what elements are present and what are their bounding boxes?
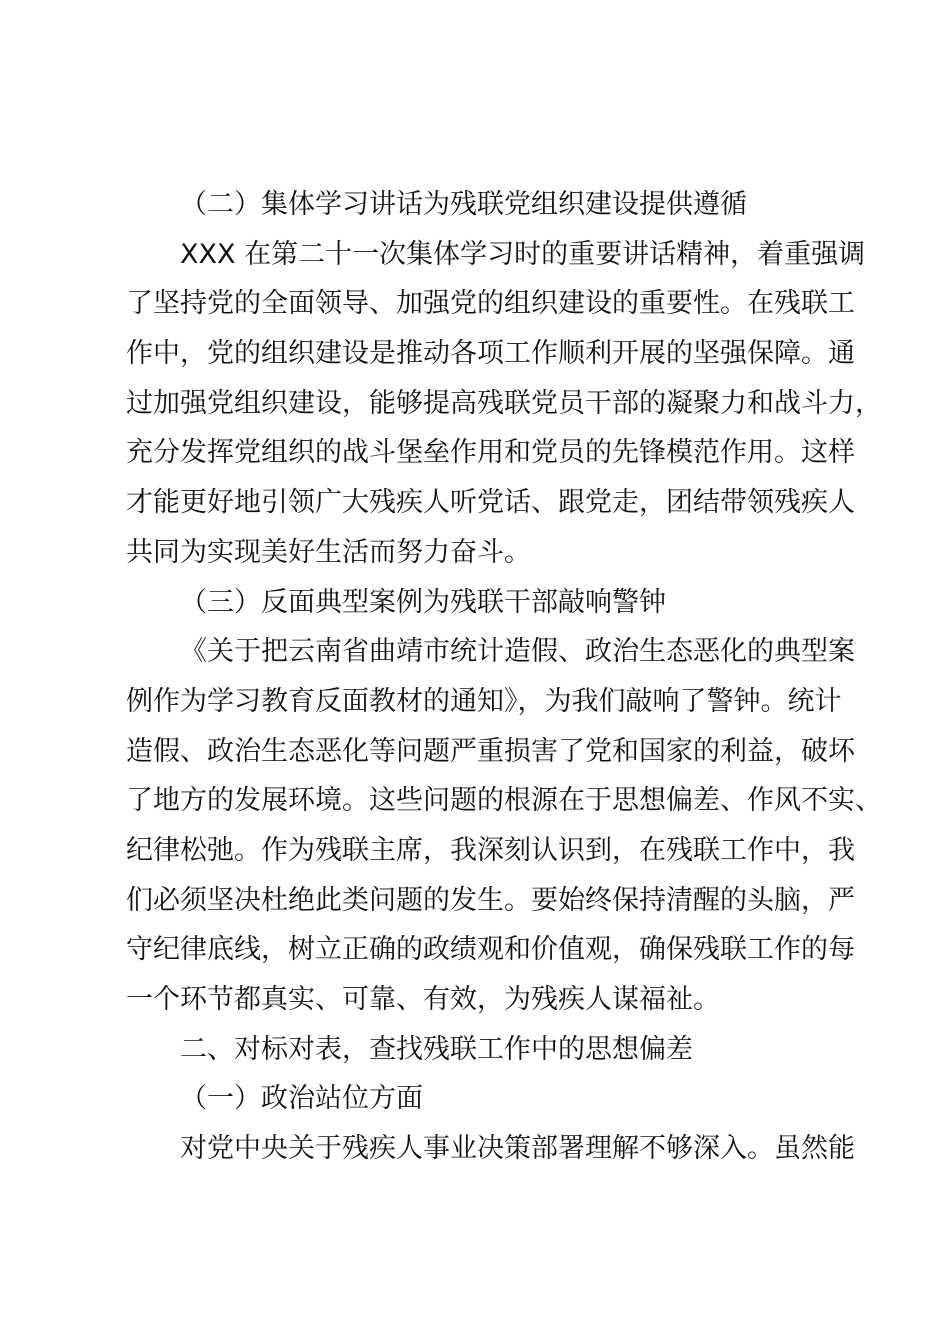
- paragraph-line: 《关于把云南省曲靖市统计造假、政治生态恶化的典型案: [180, 636, 855, 668]
- paragraph-line: 共同为实现美好生活而努力奋斗。: [126, 536, 531, 568]
- chapter-heading-2: 二、对标对表，查找残联工作中的思想偏差: [180, 1033, 693, 1065]
- section-heading-1: （一）政治站位方面: [180, 1083, 423, 1115]
- paragraph-line: 守纪律底线，树立正确的政绩观和价值观，确保残联工作的每: [126, 934, 855, 966]
- paragraph-line: 过加强党组织建设，能够提高残联党员干部的凝聚力和战斗力，: [126, 387, 882, 419]
- section-heading-3: （三）反面典型案例为残联干部敲响警钟: [180, 586, 666, 618]
- paragraph-line: 了坚持党的全面领导、加强党的组织建设的重要性。在残联工: [126, 288, 855, 320]
- paragraph-line: 造假、政治生态恶化等问题严重损害了党和国家的利益，破坏: [126, 735, 855, 767]
- paragraph-line: 例作为学习教育反面教材的通知》，为我们敲响了警钟。统计: [126, 685, 842, 717]
- paragraph-line: 充分发挥党组织的战斗堡垒作用和党员的先锋模范作用。这样: [126, 437, 855, 469]
- paragraph-line: 才能更好地引领广大残疾人听党话、跟党走，团结带领残疾人: [126, 487, 855, 519]
- paragraph-line: 了地方的发展环境。这些问题的根源在于思想偏差、作风不实、: [126, 785, 882, 817]
- paragraph-line: 纪律松弛。作为残联主席，我深刻认识到，在残联工作中，我: [126, 834, 855, 866]
- document-body: [126, 180, 882, 1174]
- paragraph-line: 们必须坚决杜绝此类问题的发生。要始终保持清醒的头脑，严: [126, 884, 855, 916]
- paragraph-line: XXX 在第二十一次集体学习时的重要讲话精神，着重强调: [180, 238, 866, 270]
- paragraph-line: 对党中央关于残疾人事业决策部署理解不够深入。虽然能: [180, 1133, 855, 1165]
- paragraph-line: 一个环节都真实、可靠、有效，为残疾人谋福祉。: [126, 984, 720, 1015]
- paragraph-line: 作中，党的组织建设是推动各项工作顺利开展的坚强保障。通: [126, 338, 855, 370]
- section-heading-2: （二）集体学习讲话为残联党组织建设提供遵循: [180, 189, 747, 220]
